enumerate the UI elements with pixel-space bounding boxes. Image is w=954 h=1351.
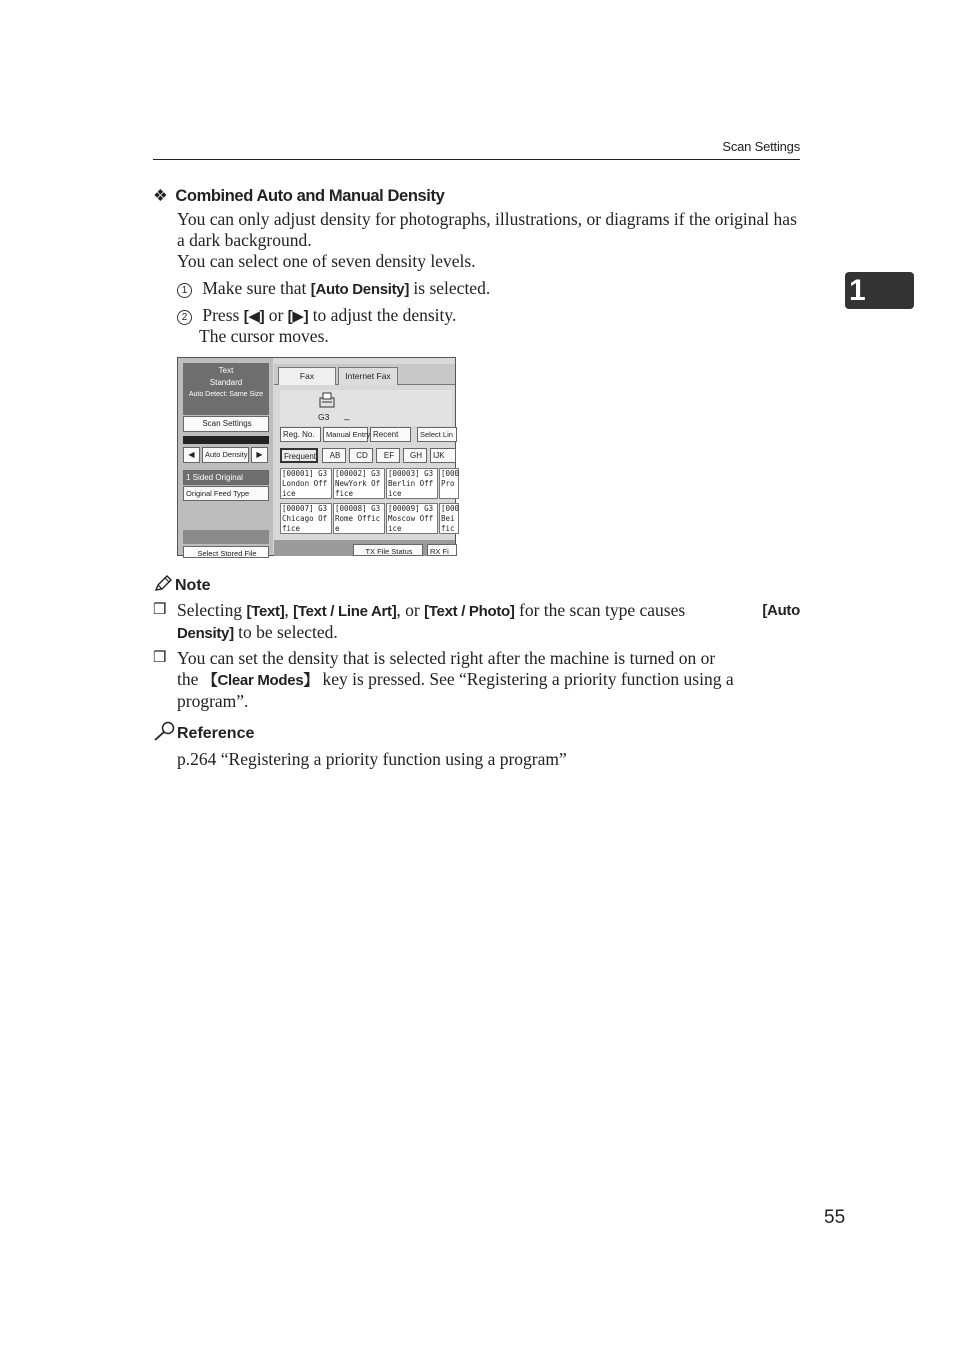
magnifier-icon — [153, 721, 177, 741]
step-2-post: to adjust the density. — [308, 305, 457, 325]
step-1-pre: Make sure that — [202, 278, 311, 298]
step-number-2: 2 — [177, 310, 192, 325]
sided-original-button[interactable]: 1 Sided Original — [183, 470, 269, 485]
right-key: [▶] — [287, 308, 309, 325]
step-1 — [177, 278, 490, 300]
destination-key[interactable]: [00002] G3 NewYork Of fice — [333, 468, 385, 499]
destination-key[interactable]: [00009] G3 Moscow Off ice — [386, 503, 438, 534]
destination-area — [280, 390, 452, 426]
select-line-button[interactable]: Select Lin — [417, 427, 457, 442]
fax-panel-screenshot — [177, 357, 460, 558]
recent-button[interactable]: Recent — [370, 427, 411, 442]
step-1-post: is selected. — [409, 278, 491, 298]
destination-cursor: _ — [344, 410, 350, 421]
reg-no-button[interactable]: Reg. No. — [280, 427, 321, 442]
manual-entry-button[interactable]: Manual Entry — [323, 427, 368, 442]
tx-file-status-button[interactable]: TX File Status — [353, 544, 423, 556]
text-line-art-key: [Text / Line Art] — [293, 603, 397, 620]
index-tab-ijk[interactable]: IJK — [430, 448, 456, 463]
section-paragraph-2: You can select one of seven density levels. — [177, 251, 476, 271]
destination-key[interactable]: [000 Bei fic — [441, 504, 460, 533]
page-number: 55 — [824, 1207, 846, 1228]
fax-tab-bar — [274, 364, 455, 385]
auto-density-button[interactable]: Auto Density — [202, 447, 249, 463]
index-tab-ef[interactable]: EF — [376, 448, 400, 463]
pencil-icon — [153, 575, 173, 593]
index-tab-frequent[interactable]: Frequent — [280, 448, 318, 463]
chapter-tab: 1 — [845, 272, 914, 309]
step-2-result: The cursor moves. — [199, 326, 329, 346]
index-tab-cd[interactable]: CD — [349, 448, 373, 463]
section-heading — [153, 186, 444, 206]
density-lighter-button[interactable]: ◀ — [183, 447, 200, 463]
reference-link[interactable]: p.264 “Registering a priority function using a program” — [177, 749, 567, 769]
size-detect-text: Auto Detect: Same Size — [188, 391, 264, 398]
destination-key[interactable]: [00008] G3 Rome Offic e — [333, 503, 385, 534]
density-scale — [183, 436, 269, 444]
destination-key[interactable]: [000 Pro — [439, 468, 459, 499]
tab-fax[interactable]: Fax — [278, 367, 336, 385]
clear-modes-key: 【Clear Modes】 — [202, 672, 319, 689]
section-heading-text: Combined Auto and Manual Density — [175, 187, 445, 205]
diamond-bullet-icon: ❖ — [153, 187, 168, 205]
note-item-1: ❒ Selecting [Text], [Text / Line Art], or [Text / Photo] for the scan type causes [Auto Density] to be selected. — [153, 600, 800, 642]
note-title: Note — [175, 577, 211, 594]
select-stored-file-button[interactable]: Select Stored File — [183, 546, 269, 558]
destination-key[interactable]: [00001] G3 London Off ice — [280, 468, 332, 499]
step-2-mid: or — [264, 305, 288, 325]
index-tab-gh[interactable]: GH — [403, 448, 427, 463]
index-tab-ab[interactable]: AB — [322, 448, 346, 463]
reference-heading — [153, 721, 254, 743]
note-item-2: ❒ You can set the density that is selected right after the machine is turned on or the 【Clear Modes】 key is pressed. See “Registering a priority function using a program”. — [153, 648, 734, 711]
text-key: [Text] — [246, 603, 285, 620]
step-2 — [177, 305, 456, 327]
checkbox-bullet-icon: ❒ — [153, 650, 167, 666]
destination-key[interactable]: [00003] G3 Berlin Off ice — [386, 468, 438, 499]
memory-bar — [183, 530, 269, 544]
header-rule — [153, 159, 800, 160]
resolution-text: Standard — [209, 378, 243, 387]
scan-type-text: Text — [218, 366, 234, 375]
auto-density-key: Density] — [177, 625, 234, 642]
density-darker-button[interactable]: ▶ — [251, 447, 268, 463]
step-number-1: 1 — [177, 283, 192, 298]
section-paragraph-1: You can only adjust density for photographs, illustrations, or diagrams if the original has a dark background. — [177, 209, 797, 250]
rx-file-button[interactable]: RX Fi — [427, 544, 457, 556]
original-feed-type-button[interactable]: Original Feed Type — [183, 486, 269, 501]
left-key: [◀] — [243, 308, 265, 325]
checkbox-bullet-icon: ❒ — [153, 602, 167, 618]
destination-key[interactable]: [00007] G3 Chicago Of fice — [280, 503, 332, 534]
line-type-label: G3 — [318, 412, 330, 422]
auto-density-key: [Auto — [762, 602, 800, 619]
tab-internet-fax[interactable]: Internet Fax — [338, 367, 398, 385]
text-photo-key: [Text / Photo] — [424, 603, 515, 620]
fax-machine-icon — [318, 392, 336, 408]
step-2-pre: Press — [202, 305, 244, 325]
running-head: Scan Settings — [722, 139, 800, 154]
auto-density-key: [Auto Density] — [310, 281, 410, 298]
note-heading — [153, 575, 211, 595]
scan-settings-button[interactable]: Scan Settings — [183, 416, 269, 432]
reference-title: Reference — [177, 725, 255, 742]
scan-settings-column — [178, 358, 273, 558]
scan-mode-display — [183, 363, 269, 415]
